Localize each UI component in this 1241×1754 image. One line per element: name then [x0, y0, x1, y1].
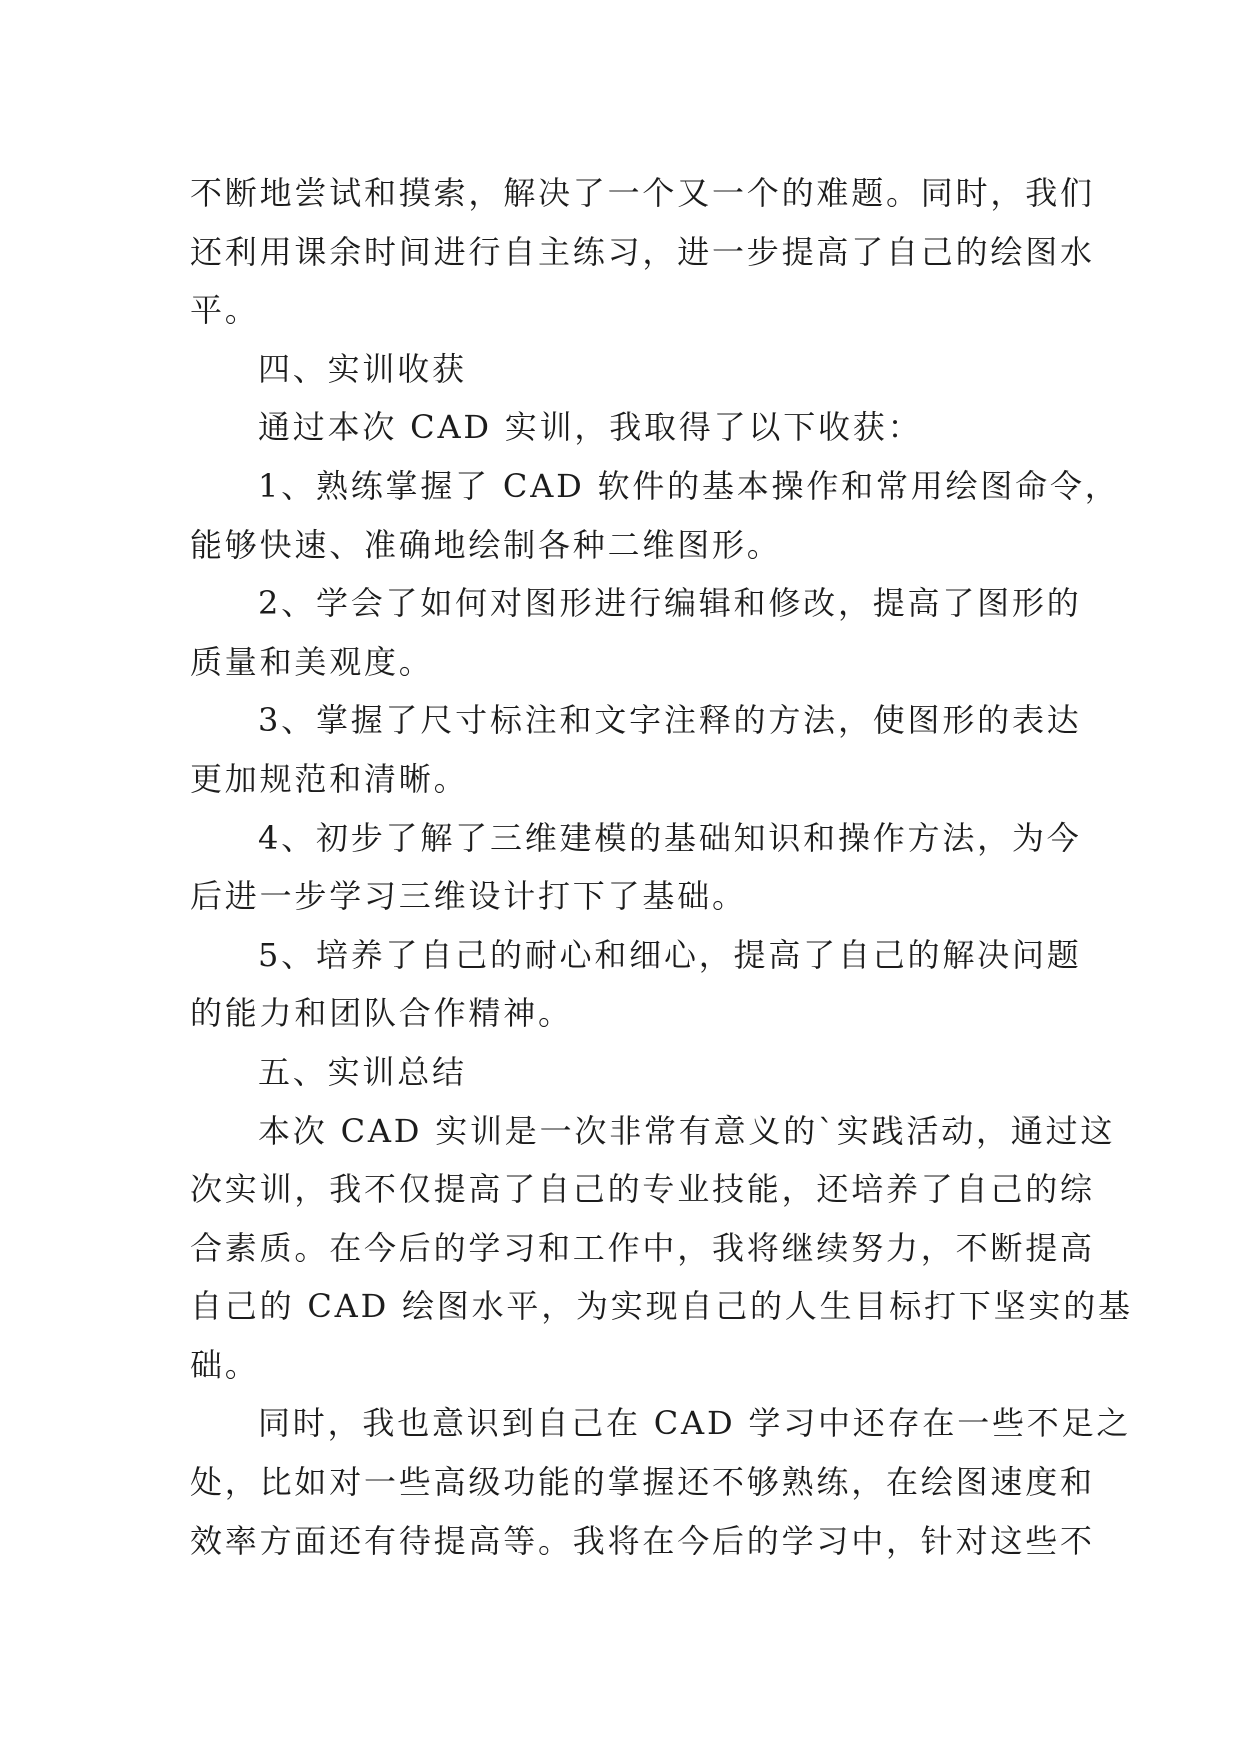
section-heading: 五、实训总结 [258, 1052, 467, 1091]
text-line: 还利用课余时间进行自主练习，进一步提高了自己的绘图水 [190, 232, 1095, 271]
document-body [190, 164, 1133, 1570]
text-line: 能够快速、准确地绘制各种二维图形。 [190, 525, 782, 564]
text-line: 效率方面还有待提高等。我将在今后的学习中，针对这些不 [190, 1521, 1095, 1560]
text-line: 自己的 CAD 绘图水平，为实现自己的人生目标打下坚实的基 [190, 1287, 1133, 1326]
text-line: 合素质。在今后的学习和工作中，我将继续努力，不断提高 [190, 1228, 1095, 1267]
text-line: 后进一步学习三维设计打下了基础。 [190, 877, 747, 916]
text-line: 通过本次 CAD 实训，我取得了以下收获： [258, 408, 923, 447]
text-line: 不断地尝试和摸索，解决了一个又一个的难题。同时，我们 [190, 174, 1095, 212]
list-item: 3、掌握了尺寸标注和文字注释的方法，使图形的表达 [258, 701, 1082, 740]
text-line: 同时，我也意识到自己在 CAD 学习中还存在一些不足之 [258, 1404, 1132, 1443]
list-item: 4、初步了解了三维建模的基础知识和操作方法，为今 [258, 818, 1082, 857]
text-line: 处，比如对一些高级功能的掌握还不够熟练，在绘图速度和 [190, 1463, 1095, 1502]
text-line: 本次 CAD 实训是一次非常有意义的`实践活动，通过这 [258, 1111, 1116, 1150]
text-line: 质量和美观度。 [190, 642, 434, 681]
text-line: 平。 [190, 291, 260, 330]
text-line: 更加规范和清晰。 [190, 759, 469, 798]
section-heading: 四、实训收获 [258, 349, 467, 388]
text-line: 础。 [190, 1345, 260, 1384]
text-line: 的能力和团队合作精神。 [190, 994, 573, 1033]
list-item: 5、培养了自己的耐心和细心，提高了自己的解决问题 [258, 935, 1082, 974]
list-item: 1、熟练掌握了 CAD 软件的基本操作和常用绘图命令， [258, 466, 1120, 505]
list-item: 2、学会了如何对图形进行编辑和修改，提高了图形的 [258, 584, 1082, 623]
text-line: 次实训，我不仅提高了自己的专业技能，还培养了自己的综 [190, 1170, 1095, 1209]
